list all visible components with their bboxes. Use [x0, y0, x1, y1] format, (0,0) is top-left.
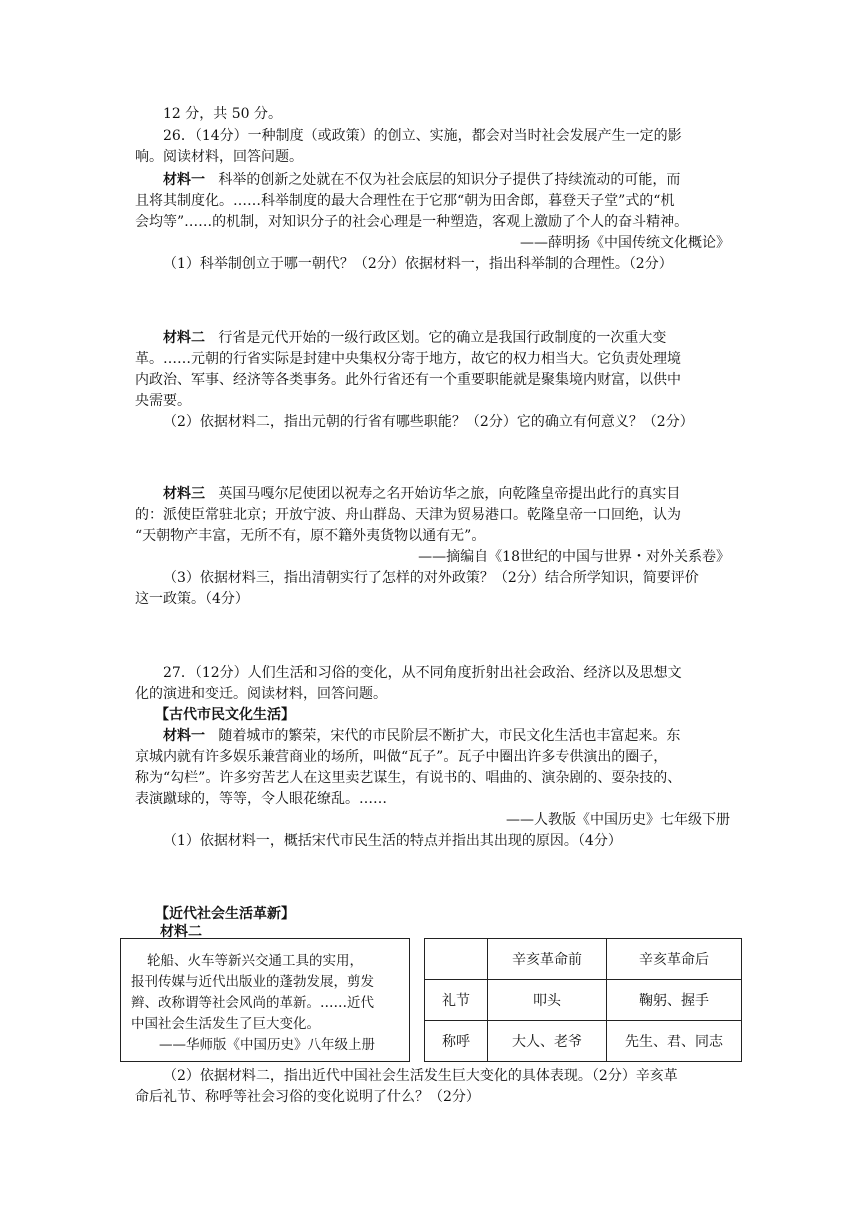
- q26-material3-line: “天朝物产丰富，无所不有，原不籍外夷货物以通有无”。: [135, 528, 486, 544]
- q26-question2: （2）依据材料二，指出元朝的行省有哪些职能？（2分）它的确立有何意义？（2分）: [163, 414, 694, 430]
- table-header-cell: 辛亥革命前: [488, 939, 607, 980]
- table-header-cell: 辛亥革命后: [607, 939, 742, 980]
- q27-material1-line: 表演蹴球的，等等，令人眼花缭乱。……: [135, 791, 387, 807]
- q26-material1-line: 会均等”……的机制，对知识分子的社会心理是一种塑造，客观上激励了个人的奋斗精神。: [135, 214, 689, 230]
- header-line: 12 分，共 50 分。: [163, 106, 282, 122]
- box-line: 辫、改称谓等社会风尚的革新。……近代: [131, 995, 374, 1011]
- table-header-cell: [425, 939, 488, 980]
- box-line: 报刊传媒与近代出版业的蓬勃发展，剪发: [131, 974, 374, 990]
- table-header-row: [425, 939, 742, 980]
- material-label: 材料三: [163, 486, 205, 502]
- material2-text-box: [120, 938, 410, 1062]
- table-cell: 大人、老爷: [488, 1021, 607, 1062]
- q26-intro-line: 26．（14分）一种制度（或政策）的创立、实施，都会对当时社会发展产生一定的影: [163, 128, 682, 144]
- material-label: 材料二: [160, 924, 202, 940]
- q27-question2-line: （2）依据材料二，指出近代中国社会生活发生巨大变化的具体表现。（2分）辛亥革: [163, 1068, 678, 1084]
- q26-question3-line: （3）依据材料三，指出清朝实行了怎样的对外政策？（2分）结合所学知识，简要评价: [163, 570, 699, 586]
- material-label: 材料二: [163, 330, 205, 346]
- q27-section-heading: 【古代市民文化生活】: [155, 707, 295, 723]
- q26-intro-line: 响。阅读材料，回答问题。: [135, 149, 303, 165]
- q26-material3-line: 的：派使臣常驻北京；开放宁波、舟山群岛、天津为贸易港口。乾隆皇帝一口回绝，认为: [135, 507, 681, 523]
- q26-material2-line: 内政治、军事、经济等各类事务。此外行省还有一个重要职能就是聚集境内财富，以供中: [135, 372, 681, 388]
- q27-material1-line: 材料一 随着城市的繁荣，宋代的市民阶层不断扩大，市民文化生活也丰富起来。东: [163, 728, 681, 744]
- q26-question1: （1）科举制创立于哪一朝代？（2分）依据材料一，指出科举制的合理性。（2分）: [163, 256, 673, 272]
- q26-material3-line: 材料三 英国马嘎尔尼使团以祝寿之名开始访华之旅，向乾隆皇帝提出此行的真实目: [163, 486, 681, 502]
- material-label: 材料一: [163, 172, 205, 188]
- table-cell: 叩头: [488, 980, 607, 1021]
- q27-material1-source: ——人教版《中国历史》七年级下册: [506, 812, 730, 828]
- q26-material2-line: 革。……元朝的行省实际是封建中央集权分寄于地方，故它的权力相当大。它负责处理境: [135, 351, 681, 367]
- q27-question2-line: 命后礼节、称呼等社会习俗的变化说明了什么？（2分）: [135, 1089, 480, 1105]
- q27-intro-line: 化的演进和变迁。阅读材料，回答问题。: [135, 686, 387, 702]
- box-source: ——华师版《中国历史》八年级上册: [159, 1037, 375, 1053]
- q26-material1-line: 材料一 科举的创新之处就在不仅为社会底层的知识分子提供了持续流动的可能，而: [163, 172, 681, 188]
- material-label: 材料一: [163, 728, 205, 744]
- q27-material1-line: 京城内就有许多娱乐兼营商业的场所，叫做“瓦子”。瓦子中圈出许多专供演出的圈子，: [135, 749, 668, 765]
- table-row: [425, 1021, 742, 1062]
- q27-section-heading: 【近代社会生活革新】: [155, 906, 295, 922]
- table-row: [425, 980, 742, 1021]
- q26-material2-line: 央需要。: [135, 393, 191, 409]
- table-cell: 礼节: [425, 980, 488, 1021]
- q26-material1-line: 且将其制度化。……科举制度的最大合理性在于它那“朝为田舍郎，暮登天子堂”式的“机: [135, 193, 675, 209]
- table-cell: 鞠躬、握手: [607, 980, 742, 1021]
- q26-material3-source: ——摘编自《18世纪的中国与世界・对外关系卷》: [418, 549, 730, 565]
- q27-question1: （1）依据材料一，概括宋代市民生活的特点并指出其出现的原因。（4分）: [163, 833, 622, 849]
- box-line: 中国社会生活发生了巨大变化。: [131, 1016, 320, 1032]
- q26-material2-line: 材料二 行省是元代开始的一级行政区划。它的确立是我国行政制度的一次重大变: [163, 330, 667, 346]
- q27-material1-line: 称为“勾栏”。许多穷苦艺人在这里卖艺谋生，有说书的、唱曲的、演杂剧的、耍杂技的、: [135, 770, 682, 786]
- q27-intro-line: 27．（12分）人们生活和习俗的变化，从不同角度折射出社会政治、经济以及思想文: [163, 665, 682, 681]
- q26-question3-line: 这一政策。（4分）: [135, 591, 249, 607]
- customs-comparison-table: [424, 938, 742, 1062]
- table-cell: 先生、君、同志: [607, 1021, 742, 1062]
- table-cell: 称呼: [425, 1021, 488, 1062]
- box-line: 轮船、火车等新兴交通工具的实用，: [147, 953, 363, 969]
- q26-material1-source: ——薛明扬《中国传统文化概论》: [520, 235, 730, 251]
